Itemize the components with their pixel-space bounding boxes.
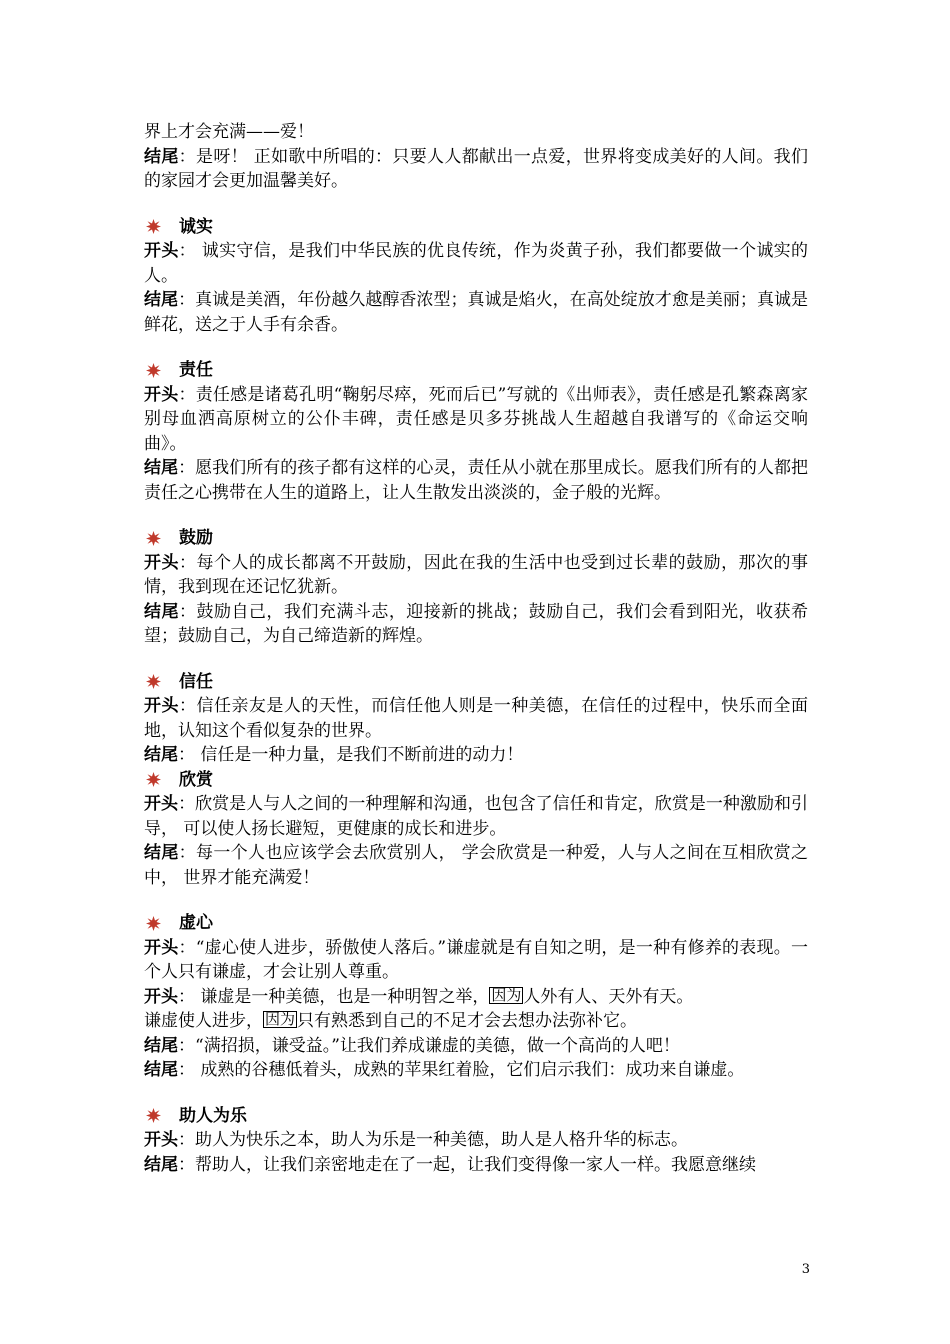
section-heading-helping	[144, 1104, 808, 1129]
ending-label: 结尾	[144, 1035, 178, 1056]
opening-label: 开头	[144, 696, 179, 716]
ending-label: 结尾	[144, 601, 179, 622]
opening-text: ： 诚实守信，是我们中华民族的优良传统，作为炎黄子孙，我们都要做一个诚实的人。	[144, 241, 809, 286]
ending-label: 结尾	[144, 1154, 178, 1175]
section-title: 鼓励	[179, 528, 213, 548]
section-opening	[144, 1128, 808, 1153]
ending-label: 结尾	[144, 1060, 178, 1080]
section-heading-trust	[144, 670, 808, 695]
intro-ending	[144, 145, 808, 194]
red-star-bullet-icon	[146, 674, 161, 689]
section-opening-2	[144, 985, 808, 1034]
boxed-word: 因为	[491, 985, 522, 1004]
opening-label: 开头	[144, 937, 179, 958]
ending-text: ：帮助人，让我们亲密地走在了一起，让我们变得像一家人一样。我愿意继续	[178, 1154, 756, 1175]
section-opening	[144, 936, 808, 985]
ending-text: ：“满招损，谦受益。”让我们养成谦虚的美德，做一个高尚的人吧！	[178, 1035, 680, 1056]
opening-text: ：“虚心使人进步，骄傲使人落后。”谦虚就是有自知之明，是一种有修养的表现。一个人只有谦虚，才会让别人尊重。	[144, 937, 808, 982]
opening-text: 人外有人、天外有天。	[523, 986, 694, 1007]
ending-text: ：鼓励自己，我们充满斗志，迎接新的挑战；鼓励自己，我们会看到阳光，收获希望；鼓励自己，为自己缔造新的辉煌。	[144, 601, 809, 646]
page-number: 3	[801, 1262, 810, 1277]
ending-text: ：每一个人也应该学会去欣赏别人， 学会欣赏是一种爱，人与人之间在互相欣赏之中， 世界才能充满爱！	[144, 843, 809, 888]
opening-text: ：助人为快乐之本，助人为乐是一种美德，助人是人格升华的标志。	[178, 1130, 688, 1150]
opening-label: 开头	[144, 384, 179, 405]
section-ending	[144, 1034, 808, 1059]
section-title: 虚心	[179, 913, 213, 933]
red-star-bullet-icon	[146, 916, 161, 931]
ending-text: ： 成熟的谷穗低着头，成熟的苹果红着脸，它们启示我们：成功来自谦虚。	[178, 1060, 745, 1080]
ending-label: 结尾	[144, 458, 179, 478]
opening-text: 谦虚使人进步，	[144, 1011, 263, 1031]
section-ending	[144, 456, 808, 505]
red-star-bullet-icon	[146, 219, 161, 234]
ending-label: 结尾	[144, 146, 179, 167]
section-title: 欣赏	[179, 769, 213, 790]
section-opening	[144, 792, 808, 841]
opening-text: ：信任亲友是人的天性，而信任他人则是一种美德，在信任的过程中，快乐而全面地，认知这个看似复杂的世界。	[144, 696, 809, 741]
section-ending	[144, 841, 808, 890]
opening-text: ：责任感是诸葛孔明“鞠躬尽瘁，死而后已”写就的《出师表》，责任感是孔繁森离家别母血洒高原树立的公仆丰碑，责任感是贝多芬挑战人生超越自我谱写的《命运交响曲》。	[144, 384, 808, 454]
red-star-bullet-icon	[146, 1108, 161, 1123]
section-ending	[144, 288, 808, 337]
opening-label: 开头	[144, 241, 179, 261]
section-title: 助人为乐	[179, 1105, 247, 1126]
opening-text: ： 谦虚是一种美德，也是一种明智之举，	[178, 986, 490, 1007]
ending-text: ：愿我们所有的孩子都有这样的心灵，责任从小就在那里成长。愿我们所有的人都把责任之心携带在人生的道路上，让人生散发出淡淡的，金子般的光辉。	[144, 458, 809, 503]
opening-label: 开头	[144, 794, 179, 814]
section-heading-responsibility	[144, 358, 808, 383]
section-ending	[144, 600, 808, 649]
ending-text: ：是呀！ 正如歌中所唱的：只要人人都献出一点爱，世界将变成美好的人间。我们的家园才会更加温馨美好。	[144, 146, 809, 191]
section-title: 信任	[179, 671, 213, 692]
ending-label: 结尾	[144, 745, 178, 765]
ending-text: ： 信任是一种力量，是我们不断前进的动力！	[178, 745, 524, 765]
boxed-word: 因为	[265, 1010, 296, 1028]
opening-label: 开头	[144, 986, 178, 1007]
opening-text: 只有熟悉到自己的不足才会去想办法弥补它。	[297, 1011, 638, 1031]
ending-label: 结尾	[144, 290, 179, 310]
section-opening	[144, 239, 808, 288]
ending-text: ：真诚是美酒，年份越久越醇香浓型；真诚是焰火，在高处绽放才愈是美丽；真诚是鲜花，送之于人手有余香。	[144, 290, 809, 335]
section-title: 责任	[179, 360, 213, 380]
section-ending	[144, 1153, 808, 1178]
ending-label: 结尾	[144, 843, 179, 863]
section-opening	[144, 551, 808, 600]
section-heading-modesty	[144, 911, 808, 936]
opening-label: 开头	[144, 552, 179, 573]
red-star-bullet-icon	[146, 363, 161, 378]
opening-label: 开头	[144, 1130, 178, 1150]
section-opening	[144, 694, 808, 743]
section-heading-encouragement	[144, 526, 808, 551]
section-ending-2	[144, 1058, 808, 1083]
opening-text: ：每个人的成长都离不开鼓励，因此在我的生活中也受到过长辈的鼓励，那次的事情，我到现在还记忆犹新。	[144, 552, 809, 597]
section-heading-honesty	[144, 215, 808, 240]
section-opening	[144, 383, 808, 457]
section-heading-appreciation	[144, 768, 808, 793]
section-ending	[144, 743, 808, 768]
opening-text: ：欣赏是人与人之间的一种理解和沟通，也包含了信任和肯定，欣赏是一种激励和引导， 可以使人扬长避短，更健康的成长和进步。	[144, 794, 809, 839]
page-body	[144, 120, 808, 1177]
intro-line: 界上才会充满——爱！	[144, 122, 314, 142]
section-title: 诚实	[179, 216, 213, 237]
red-star-bullet-icon	[146, 772, 161, 787]
red-star-bullet-icon	[146, 531, 161, 546]
